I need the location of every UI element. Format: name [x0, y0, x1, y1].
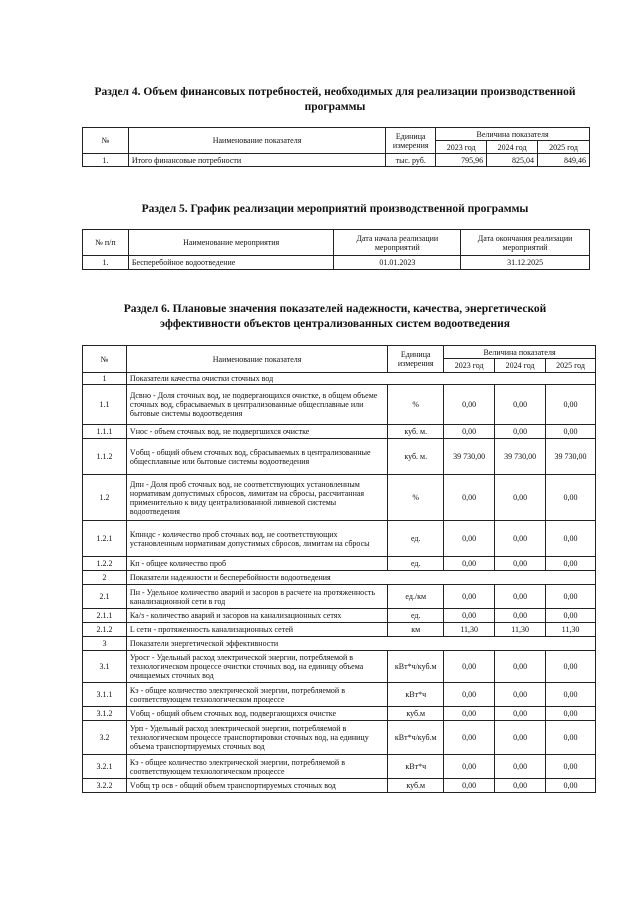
- table-row: [83, 521, 596, 557]
- row-value-2025: 0,00: [546, 651, 596, 683]
- col-value-header: Величина показателя: [436, 128, 590, 141]
- row-value-2025: 0,00: [546, 585, 596, 609]
- row-value-2023: 0,00: [444, 779, 495, 793]
- col-2025-header: 2025 год: [546, 359, 596, 373]
- row-name: Vобщ - общий объем сточных вод, сбрасываемых в централизованные общесплавные или бытовые системы водоотведения: [126, 439, 387, 475]
- row-start-date: 01.01.2023: [334, 256, 461, 270]
- row-value-2024: 0,00: [495, 521, 546, 557]
- col-num-header: №: [83, 128, 129, 154]
- row-value-2023: 0,00: [444, 425, 495, 439]
- row-value-2024: 0,00: [495, 475, 546, 521]
- row-value-2023: 0,00: [444, 755, 495, 779]
- col-num-header: № п/п: [83, 230, 129, 256]
- row-unit: ед.: [388, 557, 444, 571]
- row-unit: куб. м.: [388, 425, 444, 439]
- section6-title: Раздел 6. Плановые значения показателей надежности, качества, энергетической эффективности объектов централизованных систем водоотведения: [123, 303, 547, 330]
- row-num: 2.1.2: [83, 623, 127, 637]
- row-value-2025: 11,30: [546, 623, 596, 637]
- row-unit: ед./км: [388, 585, 444, 609]
- row-name: Кп - общее количество проб: [126, 557, 387, 571]
- row-name: Кэ - общее количество электрической энергии, потребляемой в соответствующем технологическом процессе: [126, 755, 387, 779]
- row-value-2024: 0,00: [495, 683, 546, 707]
- row-num: 1.2.2: [83, 557, 127, 571]
- table-row: [83, 623, 596, 637]
- row-value-2025: 0,00: [546, 779, 596, 793]
- row-value-2023: 0,00: [444, 609, 495, 623]
- row-value-2024: 0,00: [495, 707, 546, 721]
- row-unit: %: [388, 385, 444, 425]
- row-value-2024: 825,04: [487, 154, 538, 167]
- table-row: [83, 154, 590, 167]
- row-name: Уросг - Удельный расход электрической энергии, потребляемой в технологическом процессе очистки сточных вод, на единицу объема очищаемых сточных вод: [126, 651, 387, 683]
- row-num: 1.1: [83, 385, 127, 425]
- row-num: 3.1.1: [83, 683, 127, 707]
- row-value-2025: 0,00: [546, 521, 596, 557]
- row-value-2025: 0,00: [546, 721, 596, 755]
- col-value-header: Величина показателя: [444, 346, 596, 359]
- table-row: [83, 585, 596, 609]
- row-value-2024: 39 730,00: [495, 439, 546, 475]
- row-num: 1.: [83, 154, 129, 167]
- row-value-2024: 0,00: [495, 779, 546, 793]
- row-value-2025: 0,00: [546, 755, 596, 779]
- row-value-2023: 0,00: [444, 475, 495, 521]
- col-end-header: Дата окончания реализации мероприятий: [461, 230, 590, 256]
- section5-title: Раздел 5. График реализации мероприятий производственной программы: [141, 203, 529, 215]
- row-unit: км: [388, 623, 444, 637]
- row-num: 1.1.2: [83, 439, 127, 475]
- col-2023-header: 2023 год: [436, 141, 487, 154]
- col-start-header: Дата начала реализации мероприятий: [334, 230, 461, 256]
- col-unit-header: Единица измерения: [386, 128, 436, 154]
- row-value-2023: 11,30: [444, 623, 495, 637]
- row-value-2024: 0,00: [495, 651, 546, 683]
- row-value-2024: 11,30: [495, 623, 546, 637]
- group-name: Показатели качества очистки сточных вод: [126, 373, 595, 385]
- row-value-2023: 0,00: [444, 557, 495, 571]
- row-num: 2: [83, 571, 127, 585]
- col-num-header: №: [83, 346, 127, 373]
- row-num: 2.1.1: [83, 609, 127, 623]
- table-group-row: [83, 571, 596, 585]
- section6-table: [82, 345, 596, 793]
- row-value-2025: 0,00: [546, 683, 596, 707]
- table-row: [83, 707, 596, 721]
- row-end-date: 31.12.2025: [461, 256, 590, 270]
- row-name: Бесперебойное водоотведение: [128, 256, 334, 270]
- row-unit: кВт*ч/куб.м: [388, 721, 444, 755]
- row-name: Ка/з - количество аварий и засоров на канализационных сетях: [126, 609, 387, 623]
- row-num: 3.1.2: [83, 707, 127, 721]
- table-row: [83, 651, 596, 683]
- row-value-2023: 39 730,00: [444, 439, 495, 475]
- row-unit: кВт*ч: [388, 683, 444, 707]
- row-unit: куб. м.: [388, 439, 444, 475]
- row-value-2024: 0,00: [495, 585, 546, 609]
- row-unit: кВт*ч/куб.м: [388, 651, 444, 683]
- table-row: [83, 779, 596, 793]
- row-name: Дсвно - Доля сточных вод, не подвергающихся очистке, в общем объеме сточных вод, сбрасываемых в централизованные общесплавные или бытовые системы водоотведения: [126, 385, 387, 425]
- section5-table: [82, 229, 590, 270]
- table-row: [83, 721, 596, 755]
- row-num: 3.2.1: [83, 755, 127, 779]
- col-unit-header: Единица измерения: [388, 346, 444, 373]
- row-value-2023: 0,00: [444, 707, 495, 721]
- col-name-header: Наименование показателя: [128, 128, 385, 154]
- table-group-row: [83, 637, 596, 651]
- row-num: 1.2.1: [83, 521, 127, 557]
- row-num: 1.2: [83, 475, 127, 521]
- table-row: [83, 425, 596, 439]
- col-2024-header: 2024 год: [495, 359, 546, 373]
- row-name: Vобщ тр осв - общий объем транспортируемых сточных вод: [126, 779, 387, 793]
- table-row: [83, 557, 596, 571]
- row-name: Vнос - объем сточных вод, не подвергшихся очистке: [126, 425, 387, 439]
- row-num: 1.: [83, 256, 129, 270]
- row-unit: %: [388, 475, 444, 521]
- row-unit: ед.: [388, 521, 444, 557]
- row-name: Кпнндс - количество проб сточных вод, не соответствующих установленным нормативам допустимых сбросов, лимитам на сбросы: [126, 521, 387, 557]
- row-value-2024: 0,00: [495, 557, 546, 571]
- row-name: Дпн - Доля проб сточных вод, не соответствующих установленным нормативам допустимых сбросов, лимитам на сбросы, рассчитанная применительно к виду централизованной ливневой системы водоотведения: [126, 475, 387, 521]
- section6-body: [83, 373, 596, 793]
- row-value-2025: 849,46: [538, 154, 590, 167]
- section4-table: [82, 127, 590, 167]
- table-row: [83, 609, 596, 623]
- row-value-2023: 0,00: [444, 683, 495, 707]
- row-value-2023: 795,96: [436, 154, 487, 167]
- row-value-2023: 0,00: [444, 385, 495, 425]
- table-group-row: [83, 373, 596, 385]
- row-name: L сети - протяженность канализационных сетей: [126, 623, 387, 637]
- row-value-2023: 0,00: [444, 585, 495, 609]
- row-value-2025: 0,00: [546, 425, 596, 439]
- row-value-2024: 0,00: [495, 425, 546, 439]
- row-value-2024: 0,00: [495, 755, 546, 779]
- col-2025-header: 2025 год: [538, 141, 590, 154]
- row-value-2025: 0,00: [546, 385, 596, 425]
- row-value-2024: 0,00: [495, 385, 546, 425]
- table-row: [83, 475, 596, 521]
- row-num: 1.1.1: [83, 425, 127, 439]
- row-value-2023: 0,00: [444, 521, 495, 557]
- row-num: 3.2: [83, 721, 127, 755]
- col-name-header: Наименование мероприятия: [128, 230, 334, 256]
- col-name-header: Наименование показателя: [126, 346, 387, 373]
- row-unit: куб.м: [388, 779, 444, 793]
- col-2023-header: 2023 год: [444, 359, 495, 373]
- row-num: 3.2.2: [83, 779, 127, 793]
- table-row: [83, 755, 596, 779]
- row-name: Vобщ - общий объем сточных вод, подвергающихся очистке: [126, 707, 387, 721]
- table-row: [83, 256, 590, 270]
- row-value-2025: 0,00: [546, 475, 596, 521]
- row-value-2025: 0,00: [546, 557, 596, 571]
- row-num: 1: [83, 373, 127, 385]
- row-value-2024: 0,00: [495, 721, 546, 755]
- row-value-2025: 0,00: [546, 707, 596, 721]
- row-name: Кэ - общее количество электрической энергии, потребляемой в соответствующем технологическом процессе: [126, 683, 387, 707]
- row-name: Итого финансовые потребности: [128, 154, 385, 167]
- group-name: Показатели надежности и бесперебойности водоотведения: [126, 571, 595, 585]
- table-row: [83, 439, 596, 475]
- section4-title: Раздел 4. Объем финансовых потребностей, необходимых для реализации производственной программы: [94, 86, 576, 113]
- group-name: Показатели энергетической эффективности: [126, 637, 595, 651]
- table-row: [83, 385, 596, 425]
- row-value-2025: 0,00: [546, 609, 596, 623]
- row-value-2023: 0,00: [444, 651, 495, 683]
- row-num: 3.1: [83, 651, 127, 683]
- row-name: Пн - Удельное количество аварий и засоров в расчете на протяженность канализационной сети в год: [126, 585, 387, 609]
- row-name: Урп - Удельный расход электрической энергии, потребляемой в технологическом процессе транспортировки сточных вод, на единицу объема транспортируемых сточных вод: [126, 721, 387, 755]
- row-num: 2.1: [83, 585, 127, 609]
- col-2024-header: 2024 год: [487, 141, 538, 154]
- row-unit: кВт*ч: [388, 755, 444, 779]
- row-unit: ед.: [388, 609, 444, 623]
- row-num: 3: [83, 637, 127, 651]
- row-value-2025: 39 730,00: [546, 439, 596, 475]
- row-unit: куб.м: [388, 707, 444, 721]
- row-unit: тыс. руб.: [386, 154, 436, 167]
- table-row: [83, 683, 596, 707]
- row-value-2023: 0,00: [444, 721, 495, 755]
- row-value-2024: 0,00: [495, 609, 546, 623]
